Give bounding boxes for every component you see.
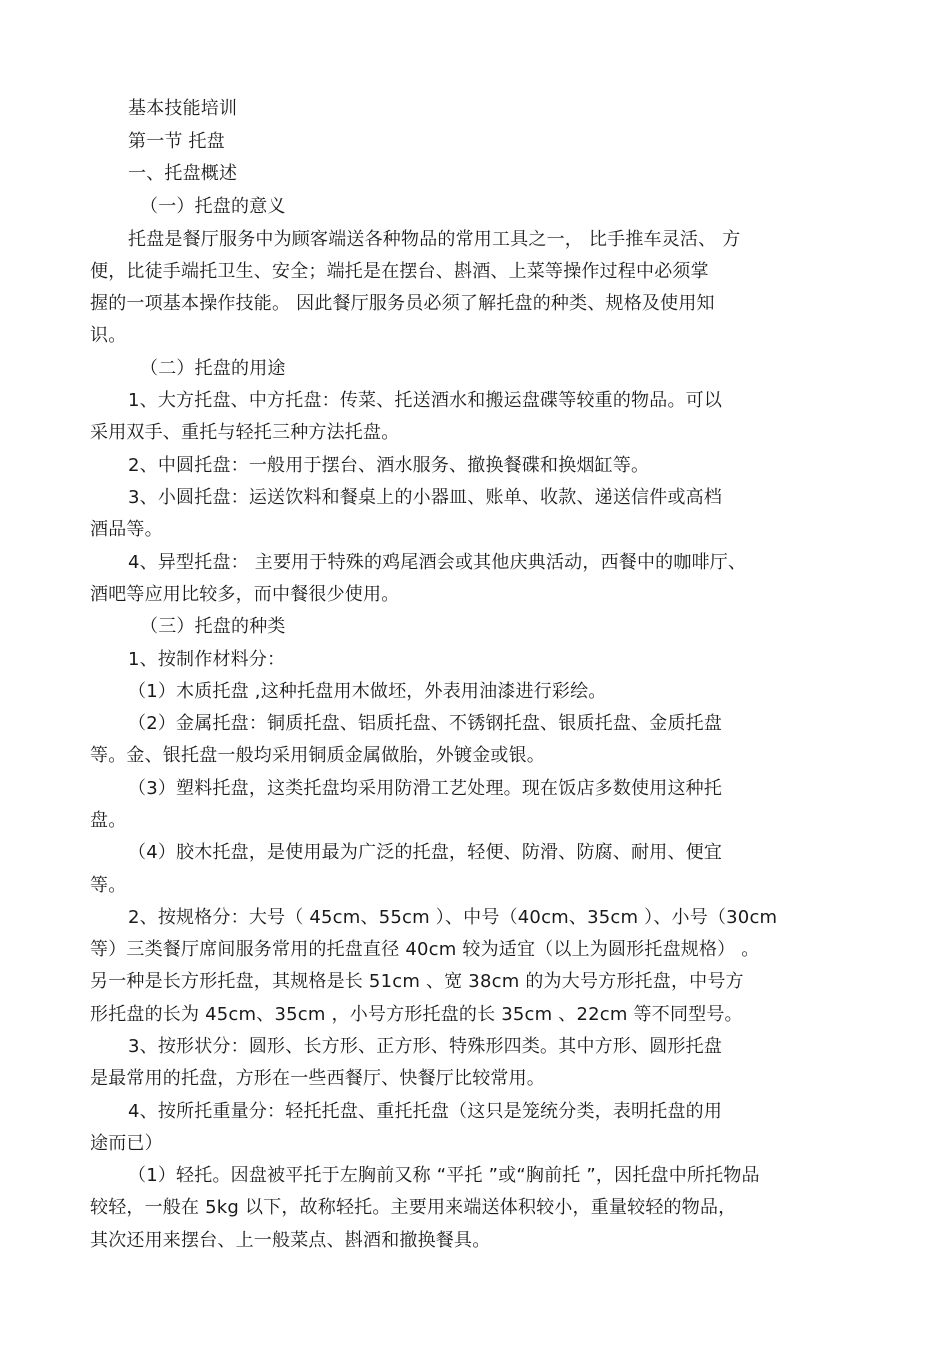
paragraph-line: 握的一项基本操作技能。 因此餐厅服务员必须了解托盘的种类、规格及使用知 <box>90 293 715 314</box>
subheading-types: （三）托盘的种类 <box>140 616 286 637</box>
list-item: （1）轻托。因盘被平托于左胸前又称 “平托 ”或“胸前托 ”，因托盘中所托物品 <box>128 1165 760 1186</box>
list-item: 3、按形状分：圆形、长方形、正方形、特殊形四类。其中方形、圆形托盘 <box>128 1036 723 1057</box>
paragraph-line: 识。 <box>90 325 127 346</box>
list-item: （2）金属托盘：铜质托盘、铝质托盘、不锈钢托盘、银质托盘、金质托盘 <box>128 713 723 734</box>
paragraph-line: 便，比徒手端托卫生、安全；端托是在摆台、斟酒、上菜等操作过程中必须掌 <box>90 261 709 282</box>
list-item-cont: 等。金、银托盘一般均采用铜质金属做胎，外镀金或银。 <box>90 745 545 766</box>
list-item-cont: 另一种是长方形托盘，其规格是长 51cm 、宽 38cm 的为大号方形托盘，中号方 <box>90 971 744 992</box>
list-item-cont: 盘。 <box>90 810 127 831</box>
list-item: 4、异型托盘： 主要用于特殊的鸡尾酒会或其他庆典活动，西餐中的咖啡厅、 <box>128 552 747 573</box>
list-item: 1、大方托盘、中方托盘：传菜、托送酒水和搬运盘碟等较重的物品。可以 <box>128 390 723 411</box>
list-item-cont: 采用双手、重托与轻托三种方法托盘。 <box>90 422 400 443</box>
subheading-usage: （二）托盘的用途 <box>140 358 286 379</box>
list-item-cont: 酒品等。 <box>90 519 163 540</box>
list-item: 4、按所托重量分：轻托托盘、重托托盘（这只是笼统分类，表明托盘的用 <box>128 1101 723 1122</box>
list-item: （1）木质托盘 ,这种托盘用木做坯，外表用油漆进行彩绘。 <box>128 681 607 702</box>
subheading-meaning: （一）托盘的意义 <box>140 196 286 217</box>
list-item: （3）塑料托盘，这类托盘均采用防滑工艺处理。现在饭店多数使用这种托 <box>128 778 723 799</box>
list-item: 3、小圆托盘：运送饮料和餐桌上的小器皿、账单、收款、递送信件或高档 <box>128 487 723 508</box>
list-item-cont: 等。 <box>90 875 127 896</box>
list-item: 2、中圆托盘：一般用于摆台、酒水服务、撤换餐碟和换烟缸等。 <box>128 455 650 476</box>
list-item-cont: 等）三类餐厅席间服务常用的托盘直径 40cm 较为适宜（以上为圆形托盘规格） 。 <box>90 939 760 960</box>
list-item-cont: 其次还用来摆台、上一般菜点、斟酒和撤换餐具。 <box>90 1230 491 1251</box>
list-item-cont: 是最常用的托盘，方形在一些西餐厅、快餐厅比较常用。 <box>90 1068 545 1089</box>
list-item-cont: 形托盘的长为 45cm、35cm ，小号方形托盘的长 35cm 、22cm 等不同型号。 <box>90 1004 743 1025</box>
paragraph-line: 托盘是餐厅服务中为顾客端送各种物品的常用工具之一， 比手推车灵活、 方 <box>128 229 741 250</box>
subsection-heading: 一、托盘概述 <box>128 163 238 184</box>
list-item-cont: 酒吧等应用比较多，而中餐很少使用。 <box>90 584 400 605</box>
list-item-cont: 途而已） <box>90 1133 163 1154</box>
list-item: （4）胶木托盘，是使用最为广泛的托盘，轻便、防滑、防腐、耐用、便宜 <box>128 842 723 863</box>
list-item-cont: 较轻，一般在 5kg 以下，故称轻托。主要用来端送体积较小，重量较轻的物品， <box>90 1197 737 1218</box>
section-heading: 第一节 托盘 <box>128 131 225 152</box>
list-item: 1、按制作材料分： <box>128 649 286 670</box>
list-item: 2、按规格分：大号（ 45cm、55cm ）、中号（40cm、35cm ）、小号（30cm <box>128 907 778 928</box>
doc-title: 基本技能培训 <box>128 98 238 119</box>
